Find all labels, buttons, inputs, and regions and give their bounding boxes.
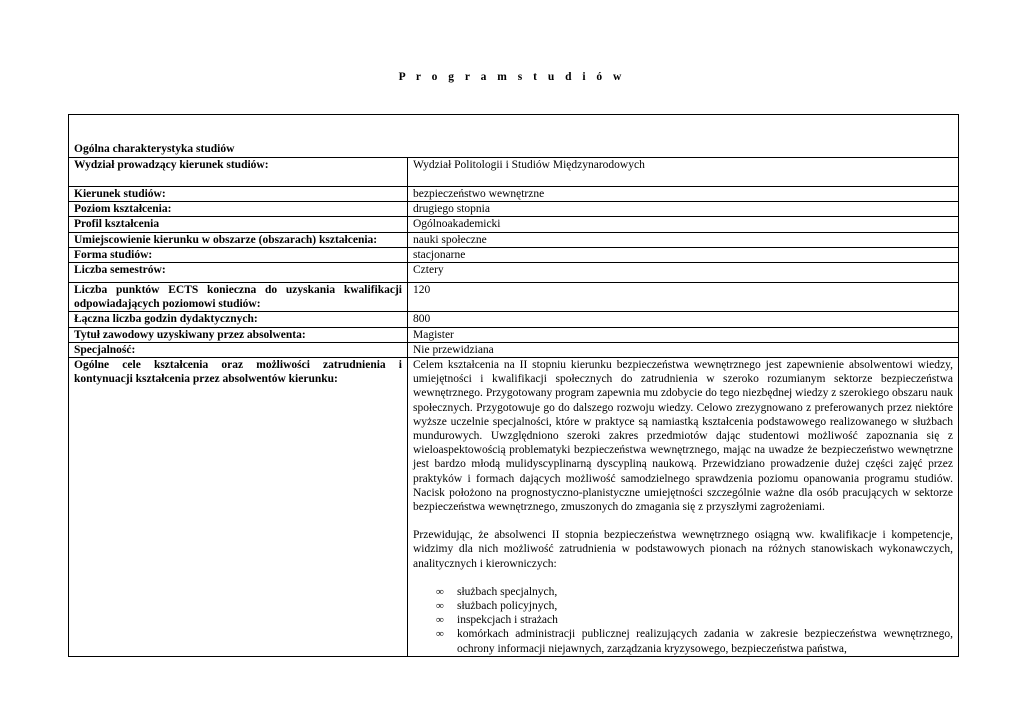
row-label-semesters: Liczba semestrów: <box>69 263 408 283</box>
table-header-row <box>69 115 959 158</box>
row-value-faculty: Wydział Politologii i Studiów Międzynarodowych <box>408 158 959 187</box>
list-item-text: służbach policyjnych, <box>457 600 558 613</box>
row-value-area: nauki społeczne <box>408 232 959 247</box>
row-label-degree: Tytuł zawodowy uzyskiwany przez absolwenta: <box>69 327 408 342</box>
table-row <box>69 158 959 187</box>
study-program-table <box>68 114 959 657</box>
row-value-field: bezpieczeństwo wewnętrzne <box>408 187 959 202</box>
row-label-field: Kierunek studiów: <box>69 187 408 202</box>
row-value-degree: Magister <box>408 327 959 342</box>
table-row <box>69 342 959 357</box>
table-row <box>69 358 959 657</box>
row-label-goals: Ogólne cele kształcenia oraz możliwości zatrudnienia i kontynuacji kształcenia przez absolwentów kierunku: <box>69 358 408 657</box>
row-value-ects: 120 <box>408 283 959 312</box>
row-value-profile: Ogólnoakademicki <box>408 217 959 232</box>
row-value-level: drugiego stopnia <box>408 202 959 217</box>
table-row <box>69 232 959 247</box>
table-row <box>69 187 959 202</box>
row-value-specialty: Nie przewidziana <box>408 342 959 357</box>
document-title: P r o g r a m s t u d i ó w <box>398 71 626 83</box>
list-item-text: służbach specjalnych, <box>457 585 558 598</box>
row-label-faculty: Wydział prowadzący kierunek studiów: <box>69 158 408 187</box>
row-label-level: Poziom kształcenia: <box>69 202 408 217</box>
table-row <box>69 283 959 312</box>
row-label-area: Umiejscowienie kierunku w obszarze (obszarach) kształcenia: <box>69 232 408 247</box>
table-row <box>69 312 959 327</box>
list-item-text: inspekcjach i strażach <box>457 614 558 627</box>
table-header: Ogólna charakterystyka studiów <box>69 115 959 158</box>
list-item <box>436 613 953 627</box>
row-value-semesters: Cztery <box>408 263 959 283</box>
table-row <box>69 263 959 283</box>
list-item <box>436 627 953 655</box>
row-label-form: Forma studiów: <box>69 247 408 262</box>
table-row <box>69 327 959 342</box>
row-label-profile: Profil kształcenia <box>69 217 408 232</box>
row-label-specialty: Specjalność: <box>69 342 408 357</box>
infinity-bullet-icon: ∞ <box>436 600 444 613</box>
row-label-ects: Liczba punktów ECTS konieczna do uzyskania kwalifikacji odpowiadających poziomowi studiów: <box>69 283 408 312</box>
employment-list <box>413 585 953 656</box>
row-value-form: stacjonarne <box>408 247 959 262</box>
infinity-bullet-icon: ∞ <box>436 614 444 627</box>
list-item <box>436 599 953 613</box>
row-label-hours: Łączna liczba godzin dydaktycznych: <box>69 312 408 327</box>
list-item <box>436 585 953 599</box>
table-row <box>69 202 959 217</box>
goals-paragraph-2: Przewidując, że absolwenci II stopnia bezpieczeństwa wewnętrznego osiągną ww. kwalifikacje i kompetencje, widzimy dla nich możliwość zatrudnienia w podstawowych pionach na różnych stanowiskach wykonawczych, analitycznych i kierowniczych: <box>413 529 953 570</box>
goals-paragraph-1: Celem kształcenia na II stopniu kierunku bezpieczeństwa wewnętrznego jest zapewnienie absolwentowi wiedzy, umiejętności i kwalifikacji społecznych do zatrudnienia w szeroko rozumianym sektorze bezpieczeństwa wewnętrznego. Przygotowany program zapewnia mu zdobycie do tego niezbędnej wiedzy z szerokiego obszaru nauk społecznych. Przygotowuje go do dalszego rozwoju wiedzy. Celowo zrezygnowano z preferowanych przez niektóre wyższe uczelnie specjalności, które w praktyce są namiastką kształcenia podstawowego realizowanego w służbach mundurowych. Uwzględniono szeroki zakres przedmiotów dając studentowi możliwość zapoznania się z wieloaspektowością problematyki bezpieczeństwa wewnętrznego, mając na uwadze że bezpieczeństwo wewnętrzne jest bardzo młodą mulidyscyplinarną dyscypliną naukową. Przewidziano prowadzenie dużej części zajęć przez praktyków i formach dających możliwość samodzielnego sprawdzenia poziomu opanowania programu studiów. Nacisk położono na prognostyczno-planistyczne umiejętności szczególnie ważne dla osób pracujących w sektorze bezpieczeństwa wewnętrznego, zmuszonych do zmagania się z przyszłymi zagrożeniami. <box>413 359 953 514</box>
table-row <box>69 247 959 262</box>
list-item-text: komórkach administracji publicznej realizujących zadania w zakresie bezpieczeństwa wewnętrznego, ochrony informacji niejawnych, zarządzania kryzysowego, bezpieczeństwa państwa, <box>457 628 953 655</box>
row-value-goals <box>408 358 959 657</box>
infinity-bullet-icon: ∞ <box>436 628 444 641</box>
table-row <box>69 217 959 232</box>
infinity-bullet-icon: ∞ <box>436 585 444 598</box>
row-value-hours: 800 <box>408 312 959 327</box>
